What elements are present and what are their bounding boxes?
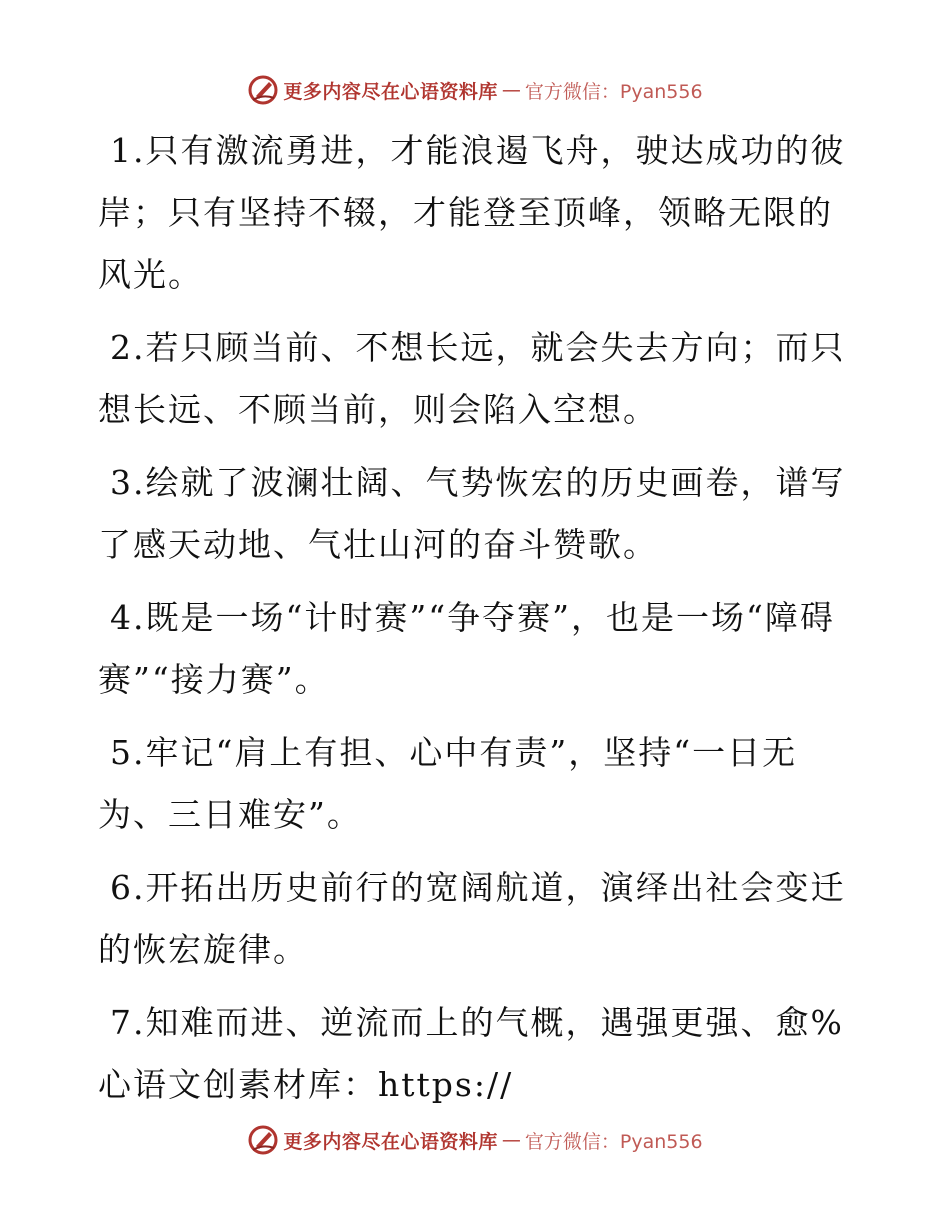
header-banner [0,70,950,110]
banner-separator: — [501,1129,521,1151]
banner-separator: — [501,79,521,101]
list-item: 6.开拓出历史前行的宽阔航道，演绎出社会变迁的恢宏旋律。 [98,868,846,969]
list-item: 3.绘就了波澜壮阔、气势恢宏的历史画卷，谱写了感天动地、气壮山河的奋斗赞歌。 [98,463,846,564]
list-item: 5.牢记“肩上有担、心中有责”，坚持“一日无为、三日难安”。 [98,733,798,834]
banner-title: 更多内容尽在心语资料库 [283,80,498,103]
footer-banner [0,1120,950,1160]
list-item: 1.只有激流勇进，才能浪遏飞舟，驶达成功的彼岸；只有坚持不辍，才能登至顶峰，领略无限的风光。 [98,131,846,294]
banner-title: 更多内容尽在心语资料库 [283,1130,498,1153]
banner-contact: 官方微信：Pyan556 [524,1130,703,1153]
document-body [98,120,858,1127]
pen-swirl-logo-icon [247,74,279,106]
list-item: 4.既是一场“计时赛”“争夺赛”，也是一场“障碍赛”“接力赛”。 [98,598,835,699]
banner-contact: 官方微信：Pyan556 [524,80,703,103]
pen-swirl-logo-icon [247,1124,279,1156]
list-item: 2.若只顾当前、不想长远，就会失去方向；而只想长远、不顾当前，则会陷入空想。 [98,328,846,429]
list-item: 7.知难而进、逆流而上的气概，遇强更强、愈%心语文创素材库：https:// [98,1003,844,1104]
